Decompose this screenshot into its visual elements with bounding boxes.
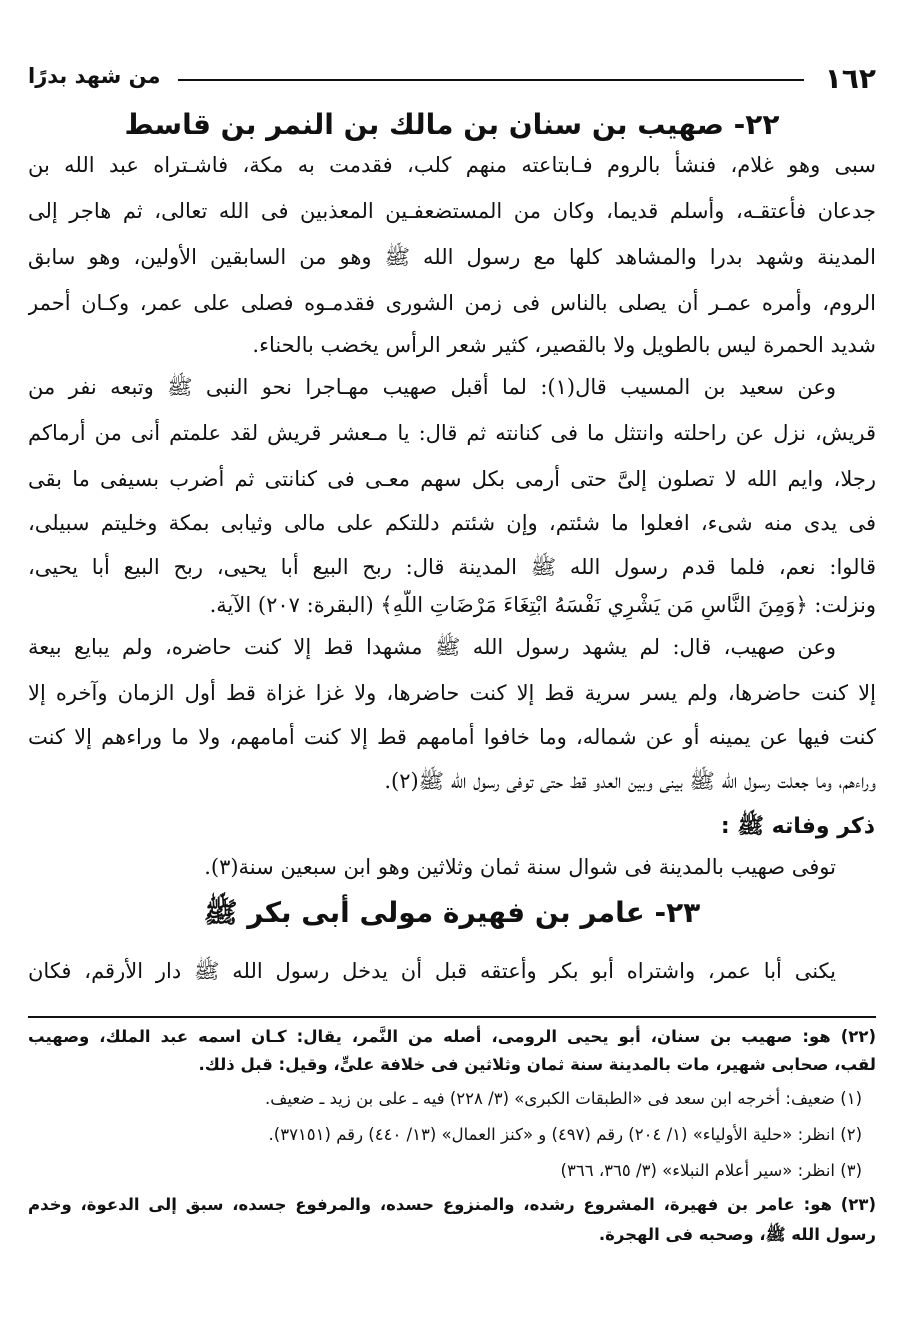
header-rule <box>178 79 804 81</box>
footnote-line: لقب، صحابى شهير، مات بالمدينة سنة ثمان وثلاثين فى خلافة علىٍّ، وقيل: قبل ذلك. <box>198 1055 876 1074</box>
body-line: قريش، نزل عن راحلته وانتثل ما فى كنانته ثم قال: يا مـعشر قريش لقد علمتم أنى من أرماكم <box>28 421 876 445</box>
section-title-23: ٢٣- عامر بن فهيرة مولى أبى بكر ﷺ <box>203 896 701 929</box>
body-line: فى يدى منه شىء، افعلوا ما شئتم، وإن شئتم دللتكم على مالى وثيابى بمكة وخليتم سبيلى، <box>28 511 876 535</box>
body-line: كنت فيها عن يمينه أو عن شماله، وما خافوا أمامهم قط إلا كنت أمامهم، ولا ما وراءهم إلا كنت <box>28 725 876 749</box>
body-line: سبى وهو غلام، فنشأ بالروم فـابتاعته منهم كلب، فقدمت به مكة، فاشـتراه عبد الله بن <box>28 153 876 177</box>
section-title-22: ٢٢- صهيب بن سنان بن مالك بن النمر بن قاسط <box>124 108 780 141</box>
footnote-line: (٢) انظر: «حلية الأولياء» (١/ ٢٠٤) رقم (٤٩٧) و «كنز العمال» (١٣/ ٤٤٠) رقم (٣٧١٥١). <box>268 1125 862 1144</box>
body-line: وعن سعيد بن المسيب قال(١): لما أقبل صهيب مهـاجرا نحو النبى ﷺ وتبعه نفر من <box>28 375 837 399</box>
body-line: قالوا: نعم، فلما قدم رسول الله ﷺ المدينة قال: ربح البيع أبا يحيى، ربح البيع أبا يحيى، <box>28 555 876 579</box>
footnote-line: (٢٣) هو: عامر بن فهيرة، المشروع رشده، والمنزوع حسده، والمرفوع جسده، سبق إلى الدعوة، وخدم <box>28 1195 876 1214</box>
body-line: الروم، وأمره عمـر أن يصلى بالناس فى زمن الشورى فقدمـوه فصلى على عمر، وكـان أحمر <box>28 291 876 315</box>
footnote-line: رسول الله ﷺ، وصحبه فى الهجرة. <box>598 1225 876 1244</box>
body-line: شديد الحمرة ليس بالطويل ولا بالقصير، كثير شعر الرأس يخضب بالحناء. <box>252 333 876 357</box>
footnote-line: (٣) انظر: «سير أعلام النبلاء» (٣/ ٣٦٥، ٣٦٦) <box>560 1161 862 1180</box>
body-line: يكنى أبا عمر، واشتراه أبو بكر وأعتقه قبل أن يدخل رسول الله ﷺ دار الأرقم، فكان <box>28 959 836 983</box>
body-line: المدينة وشهد بدرا والمشاهد كلها مع رسول الله ﷺ وهو من السابقين الأولين، وهو سابق <box>28 245 876 269</box>
death-subheading: ذكر وفاته ﷺ : <box>720 814 875 839</box>
page-header <box>28 60 876 100</box>
quran-verse-line: ونزلت: ﴿وَمِنَ النَّاسِ مَن يَشْرِي نَفْسَهُ ابْتِغَاءَ مَرْضَاتِ اللَّهِ﴾ (البقرة: ٢٠٧) الآية. <box>209 593 876 617</box>
body-line: وراءهم، وما جعلت رسول الله ﷺ بينى وبين العدو قط حتى توفى رسول الله ﷺ(٢). <box>384 769 876 793</box>
running-title: من شهد بدرًا <box>28 64 161 88</box>
footnote-line: (١) ضعيف: أخرجه ابن سعد فى «الطبقات الكبرى» (٣/ ٢٢٨) فيه ـ على بن زيد ـ ضعيف. <box>265 1089 862 1108</box>
body-line: رجلا، وايم الله لا تصلون إلىَّ حتى أرمى بكل سهم معـى فى كنانتى ثم أضرب بسيفى ما بقى <box>28 467 876 491</box>
body-line: إلا كنت حاضرها، ولم يسر سرية قط إلا كنت حاضرها، ولا غزا غزاة قط أول الزمان وآخره إلا <box>28 681 876 705</box>
footnote-line: (٢٢) هو: صهيب بن سنان، أبو يحيى الرومى، أصله من النَّمر، يقال: كـان اسمه عبد الملك، وصهيب <box>28 1027 876 1046</box>
page-number: ١٦٢ <box>824 62 876 95</box>
body-line: وعن صهيب، قال: لم يشهد رسول الله ﷺ مشهدا قط إلا كنت حاضره، ولم يبايع بيعة <box>28 635 836 659</box>
body-line: توفى صهيب بالمدينة فى شوال سنة ثمان وثلاثين وهو ابن سبعين سنة(٣). <box>204 855 836 879</box>
body-line: جدعان فأعتقـه، وأسلم قديما، وكان من المستضعفـين المعذبين فى الله تعالى، ثم هاجر إلى <box>28 199 876 223</box>
footnote-rule <box>28 1016 876 1018</box>
